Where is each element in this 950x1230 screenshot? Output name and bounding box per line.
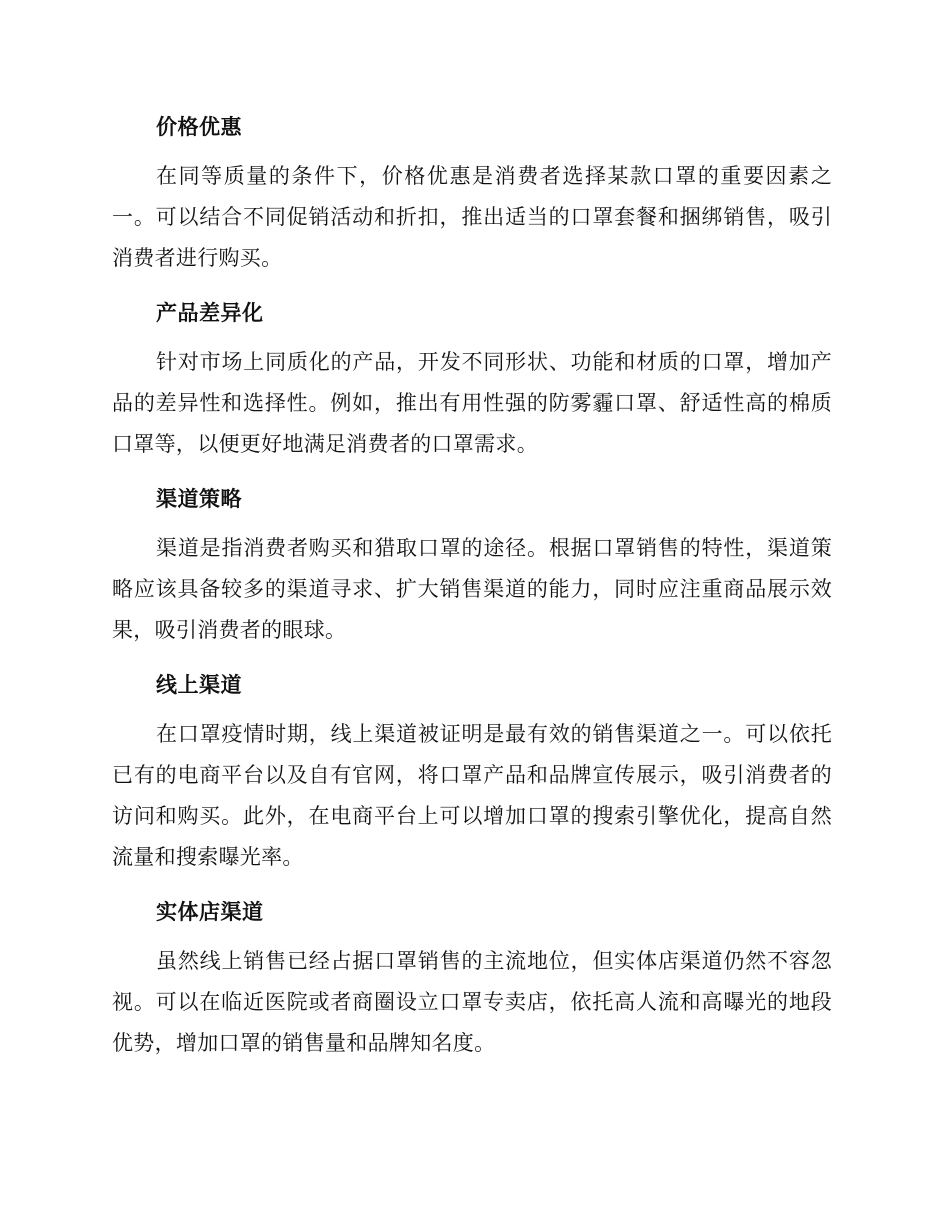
- section-online-channel: [112, 666, 832, 878]
- section-paragraph: 虽然线上销售已经占据口罩销售的主流地位，但实体店渠道仍然不容忽视。可以在临近医院或者商圈设立口罩专卖店，依托高人流和高曝光的地段优势，增加口罩的销售量和品牌知名度。: [112, 949, 832, 1055]
- document-content: [112, 108, 832, 1079]
- section-heading: 线上渠道: [156, 673, 242, 697]
- section-paragraph: 渠道是指消费者购买和猎取口罩的途径。根据口罩销售的特性，渠道策略应该具备较多的渠道寻求、扩大销售渠道的能力，同时应注重商品展示效果，吸引消费者的眼球。: [112, 536, 832, 642]
- section-channel-strategy: [112, 480, 832, 651]
- section-price-discount: [112, 108, 832, 279]
- section-heading: 实体店渠道: [156, 900, 264, 924]
- section-paragraph: 在同等质量的条件下，价格优惠是消费者选择某款口罩的重要因素之一。可以结合不同促销活动和折扣，推出适当的口罩套餐和捆绑销售，吸引消费者进行购买。: [112, 164, 832, 270]
- section-heading: 价格优惠: [156, 115, 242, 139]
- section-heading: 产品差异化: [156, 301, 264, 325]
- section-heading: 渠道策略: [156, 487, 242, 511]
- section-physical-store-channel: [112, 893, 832, 1064]
- section-product-differentiation: [112, 294, 832, 465]
- section-paragraph: 在口罩疫情时期，线上渠道被证明是最有效的销售渠道之一。可以依托已有的电商平台以及自有官网，将口罩产品和品牌宣传展示，吸引消费者的访问和购买。此外，在电商平台上可以增加口罩的搜索引擎优化，提高自然流量和搜索曝光率。: [112, 722, 832, 869]
- section-paragraph: 针对市场上同质化的产品，开发不同形状、功能和材质的口罩，增加产品的差异性和选择性。例如，推出有用性强的防雾霾口罩、舒适性高的棉质口罩等，以便更好地满足消费者的口罩需求。: [112, 350, 832, 456]
